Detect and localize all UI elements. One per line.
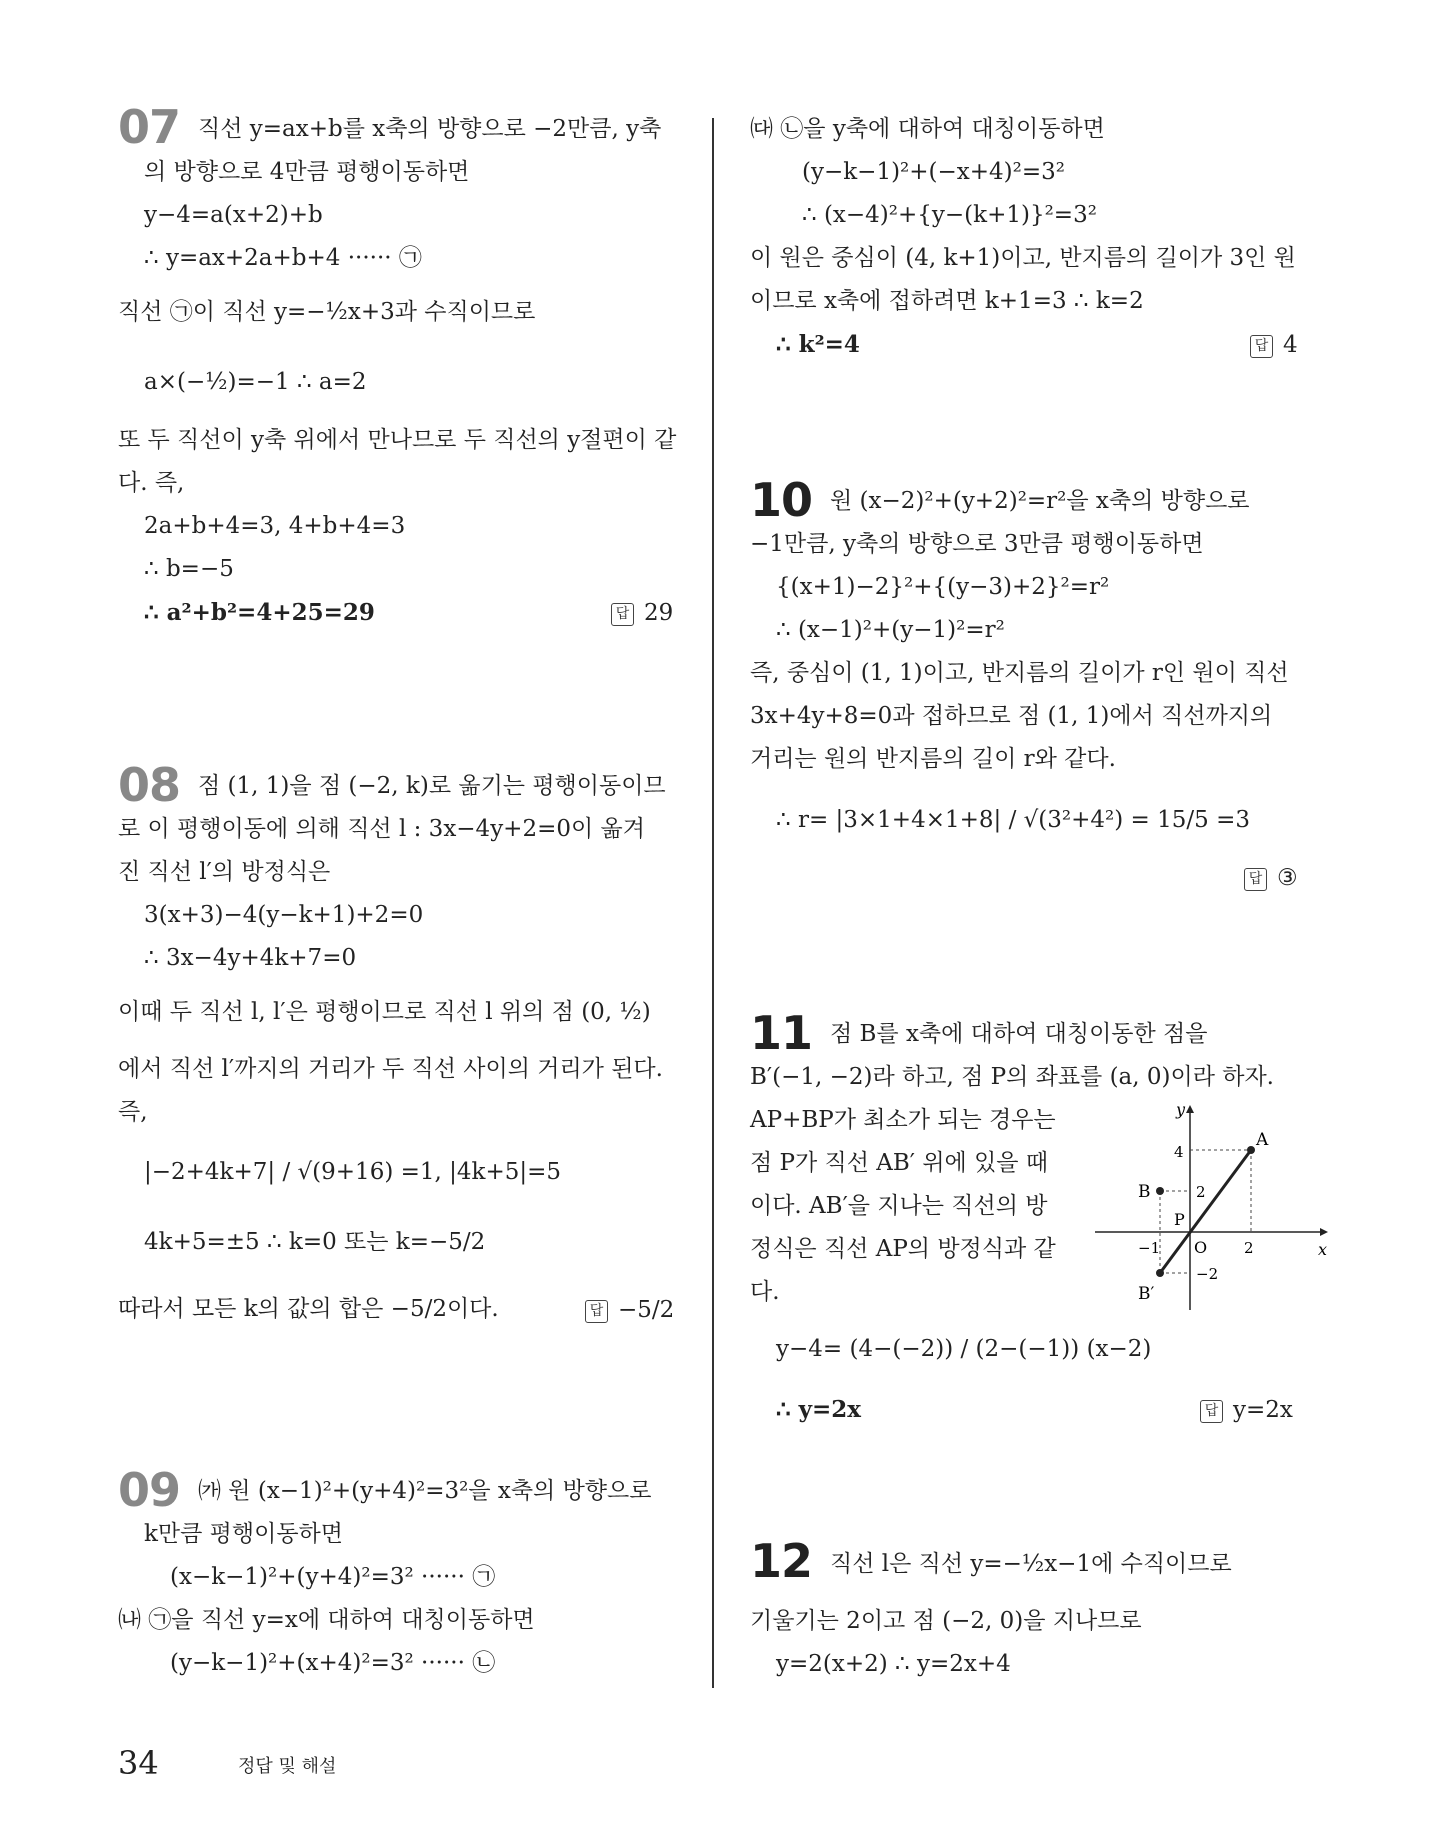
text-line: 거리는 원의 반지름의 길이 r와 같다. bbox=[750, 746, 1116, 772]
answer: 답 4 bbox=[1250, 332, 1298, 358]
tick-label: −2 bbox=[1196, 1265, 1219, 1283]
text-line: 에서 직선 l′까지의 거리가 두 직선 사이의 거리가 된다. bbox=[118, 1056, 663, 1082]
tick-label: 2 bbox=[1244, 1239, 1254, 1257]
y-axis-arrow bbox=[1186, 1105, 1194, 1113]
page-number: 34 bbox=[118, 1744, 159, 1782]
tick-label: 4 bbox=[1174, 1143, 1184, 1161]
x-axis-arrow bbox=[1320, 1228, 1328, 1236]
problem-number: 08 bbox=[118, 758, 181, 812]
text-line: 다. bbox=[750, 1279, 780, 1305]
x-axis-label: x bbox=[1318, 1240, 1328, 1259]
equation: y=2(x+2) ∴ y=2x+4 bbox=[776, 1651, 1011, 1677]
equation: 3(x+3)−4(y−k+1)+2=0 bbox=[144, 902, 424, 928]
answer-badge: 답 bbox=[585, 1300, 608, 1323]
answer: 답 −5/2 bbox=[585, 1297, 674, 1323]
equation: y−4= (4−(−2)) / (2−(−1)) (x−2) bbox=[776, 1336, 1152, 1362]
equation: ∴ b=−5 bbox=[144, 556, 234, 582]
point-label-a: A bbox=[1256, 1130, 1269, 1150]
text-line: B′(−1, −2)라 하고, 점 P의 좌표를 (a, 0)이라 하자. bbox=[750, 1064, 1274, 1090]
answer: 답 ③ bbox=[1244, 865, 1298, 891]
text-line: 기울기는 2이고 점 (−2, 0)을 지나므로 bbox=[750, 1608, 1142, 1634]
text-line: 이 원은 중심이 (4, k+1)이고, 반지름의 길이가 3인 원 bbox=[750, 245, 1296, 271]
equation: (y−k−1)²+(−x+4)²=3² bbox=[802, 159, 1065, 185]
text-line: 직선 y=ax+b를 x축의 방향으로 −2만큼, y축 bbox=[198, 116, 662, 142]
equation: {(x+1)−2}²+{(y−3)+2}²=r² bbox=[776, 574, 1110, 600]
point-label-b: B bbox=[1138, 1182, 1151, 1202]
text-line: 로 이 평행이동에 의해 직선 l : 3x−4y+2=0이 옮겨 bbox=[118, 816, 645, 842]
point-a bbox=[1247, 1146, 1255, 1154]
text-line: AP+BP가 최소가 되는 경우는 bbox=[750, 1107, 1056, 1133]
point-b-prime bbox=[1156, 1269, 1164, 1277]
problem-number: 10 bbox=[750, 473, 813, 527]
answer-badge: 답 bbox=[1244, 868, 1267, 891]
text-line: 점 P가 직선 AB′ 위에 있을 때 bbox=[750, 1150, 1049, 1176]
text-line: 점 (1, 1)을 점 (−2, k)로 옮기는 평행이동이므 bbox=[198, 773, 666, 799]
equation: (x−k−1)²+(y+4)²=3² ······ ㉠ bbox=[170, 1564, 496, 1590]
equation-final: ∴ a²+b²=4+25=29 bbox=[144, 599, 375, 626]
equation: (y−k−1)²+(x+4)²=3² ······ ㉡ bbox=[170, 1650, 496, 1676]
text-line: 정식은 직선 AP의 방정식과 같 bbox=[750, 1236, 1056, 1262]
equation: 2a+b+4=3, 4+b+4=3 bbox=[144, 513, 406, 539]
point-label-p: P bbox=[1174, 1210, 1185, 1229]
equation-final: ∴ r= |3×1+4×1+8| / √(3²+4²) = 15/5 =3 bbox=[776, 807, 1250, 833]
equation: y−4=a(x+2)+b bbox=[144, 202, 323, 228]
text-line: 즉, bbox=[118, 1099, 148, 1125]
text-line: −1만큼, y축의 방향으로 3만큼 평행이동하면 bbox=[750, 531, 1204, 557]
equation-final: ∴ y=2x bbox=[776, 1396, 861, 1423]
text-line: ㈐ ㉡을 y축에 대하여 대칭이동하면 bbox=[750, 116, 1105, 142]
answer: 답 29 bbox=[611, 600, 673, 626]
text-line: ㈏ ㉠을 직선 y=x에 대하여 대칭이동하면 bbox=[118, 1607, 535, 1633]
text-line: ㈎ 원 (x−1)²+(y+4)²=3²을 x축의 방향으로 bbox=[198, 1478, 652, 1504]
tick-label: 2 bbox=[1196, 1183, 1206, 1201]
equation: a×(−½)=−1 ∴ a=2 bbox=[144, 369, 367, 395]
text-line: 직선 ㉠이 직선 y=−½x+3과 수직이므로 bbox=[118, 299, 536, 325]
equation: ∴ (x−4)²+{y−(k+1)}²=3² bbox=[802, 202, 1097, 228]
text-line: 직선 l은 직선 y=−½x−1에 수직이므로 bbox=[830, 1551, 1232, 1577]
answer: 답 y=2x bbox=[1200, 1397, 1293, 1423]
problem-number: 09 bbox=[118, 1463, 181, 1517]
tick-label: −1 bbox=[1138, 1239, 1161, 1257]
equation: |−2+4k+7| / √(9+16) =1, |4k+5|=5 bbox=[144, 1159, 562, 1185]
text-line: 다. 즉, bbox=[118, 470, 185, 496]
point-b bbox=[1156, 1187, 1164, 1195]
equation: 4k+5=±5 ∴ k=0 또는 k=−5/2 bbox=[144, 1229, 486, 1255]
section-title: 정답 및 해설 bbox=[238, 1756, 337, 1777]
origin-label: O bbox=[1194, 1238, 1208, 1257]
equation: ∴ 3x−4y+4k+7=0 bbox=[144, 945, 357, 971]
text-line: 점 B를 x축에 대하여 대칭이동한 점을 bbox=[830, 1021, 1208, 1047]
coordinate-graph bbox=[1090, 1095, 1340, 1320]
equation: ∴ (x−1)²+(y−1)²=r² bbox=[776, 617, 1005, 643]
answer-badge: 답 bbox=[1200, 1400, 1223, 1423]
text-line: 따라서 모든 k의 값의 합은 −5/2이다. bbox=[118, 1296, 499, 1322]
text-line: 진 직선 l′의 방정식은 bbox=[118, 859, 331, 885]
text-line: 이다. AB′을 지나는 직선의 방 bbox=[750, 1193, 1048, 1219]
problem-number: 12 bbox=[750, 1534, 813, 1588]
point-label-b-prime: B′ bbox=[1138, 1284, 1155, 1304]
text-line: k만큼 평행이동하면 bbox=[144, 1521, 343, 1547]
text-line: 또 두 직선이 y축 위에서 만나므로 두 직선의 y절편이 같 bbox=[118, 427, 677, 453]
y-axis-label: y bbox=[1176, 1100, 1186, 1119]
text-line: 이므로 x축에 접하려면 k+1=3 ∴ k=2 bbox=[750, 288, 1144, 314]
text-line: 3x+4y+8=0과 접하므로 점 (1, 1)에서 직선까지의 bbox=[750, 703, 1273, 729]
text-line: 의 방향으로 4만큼 평행이동하면 bbox=[144, 159, 470, 185]
text-line: 원 (x−2)²+(y+2)²=r²을 x축의 방향으로 bbox=[830, 488, 1250, 514]
problem-number: 07 bbox=[118, 100, 181, 154]
equation-final: ∴ k²=4 bbox=[776, 331, 860, 358]
text-line: 즉, 중심이 (1, 1)이고, 반지름의 길이가 r인 원이 직선 bbox=[750, 660, 1289, 686]
problem-number: 11 bbox=[750, 1006, 813, 1060]
equation: ∴ y=ax+2a+b+4 ······ ㉠ bbox=[144, 245, 422, 271]
column-divider bbox=[712, 118, 714, 1688]
answer-badge: 답 bbox=[1250, 335, 1273, 358]
text-line: 이때 두 직선 l, l′은 평행이므로 직선 l 위의 점 (0, ½) bbox=[118, 999, 651, 1025]
answer-badge: 답 bbox=[611, 603, 634, 626]
